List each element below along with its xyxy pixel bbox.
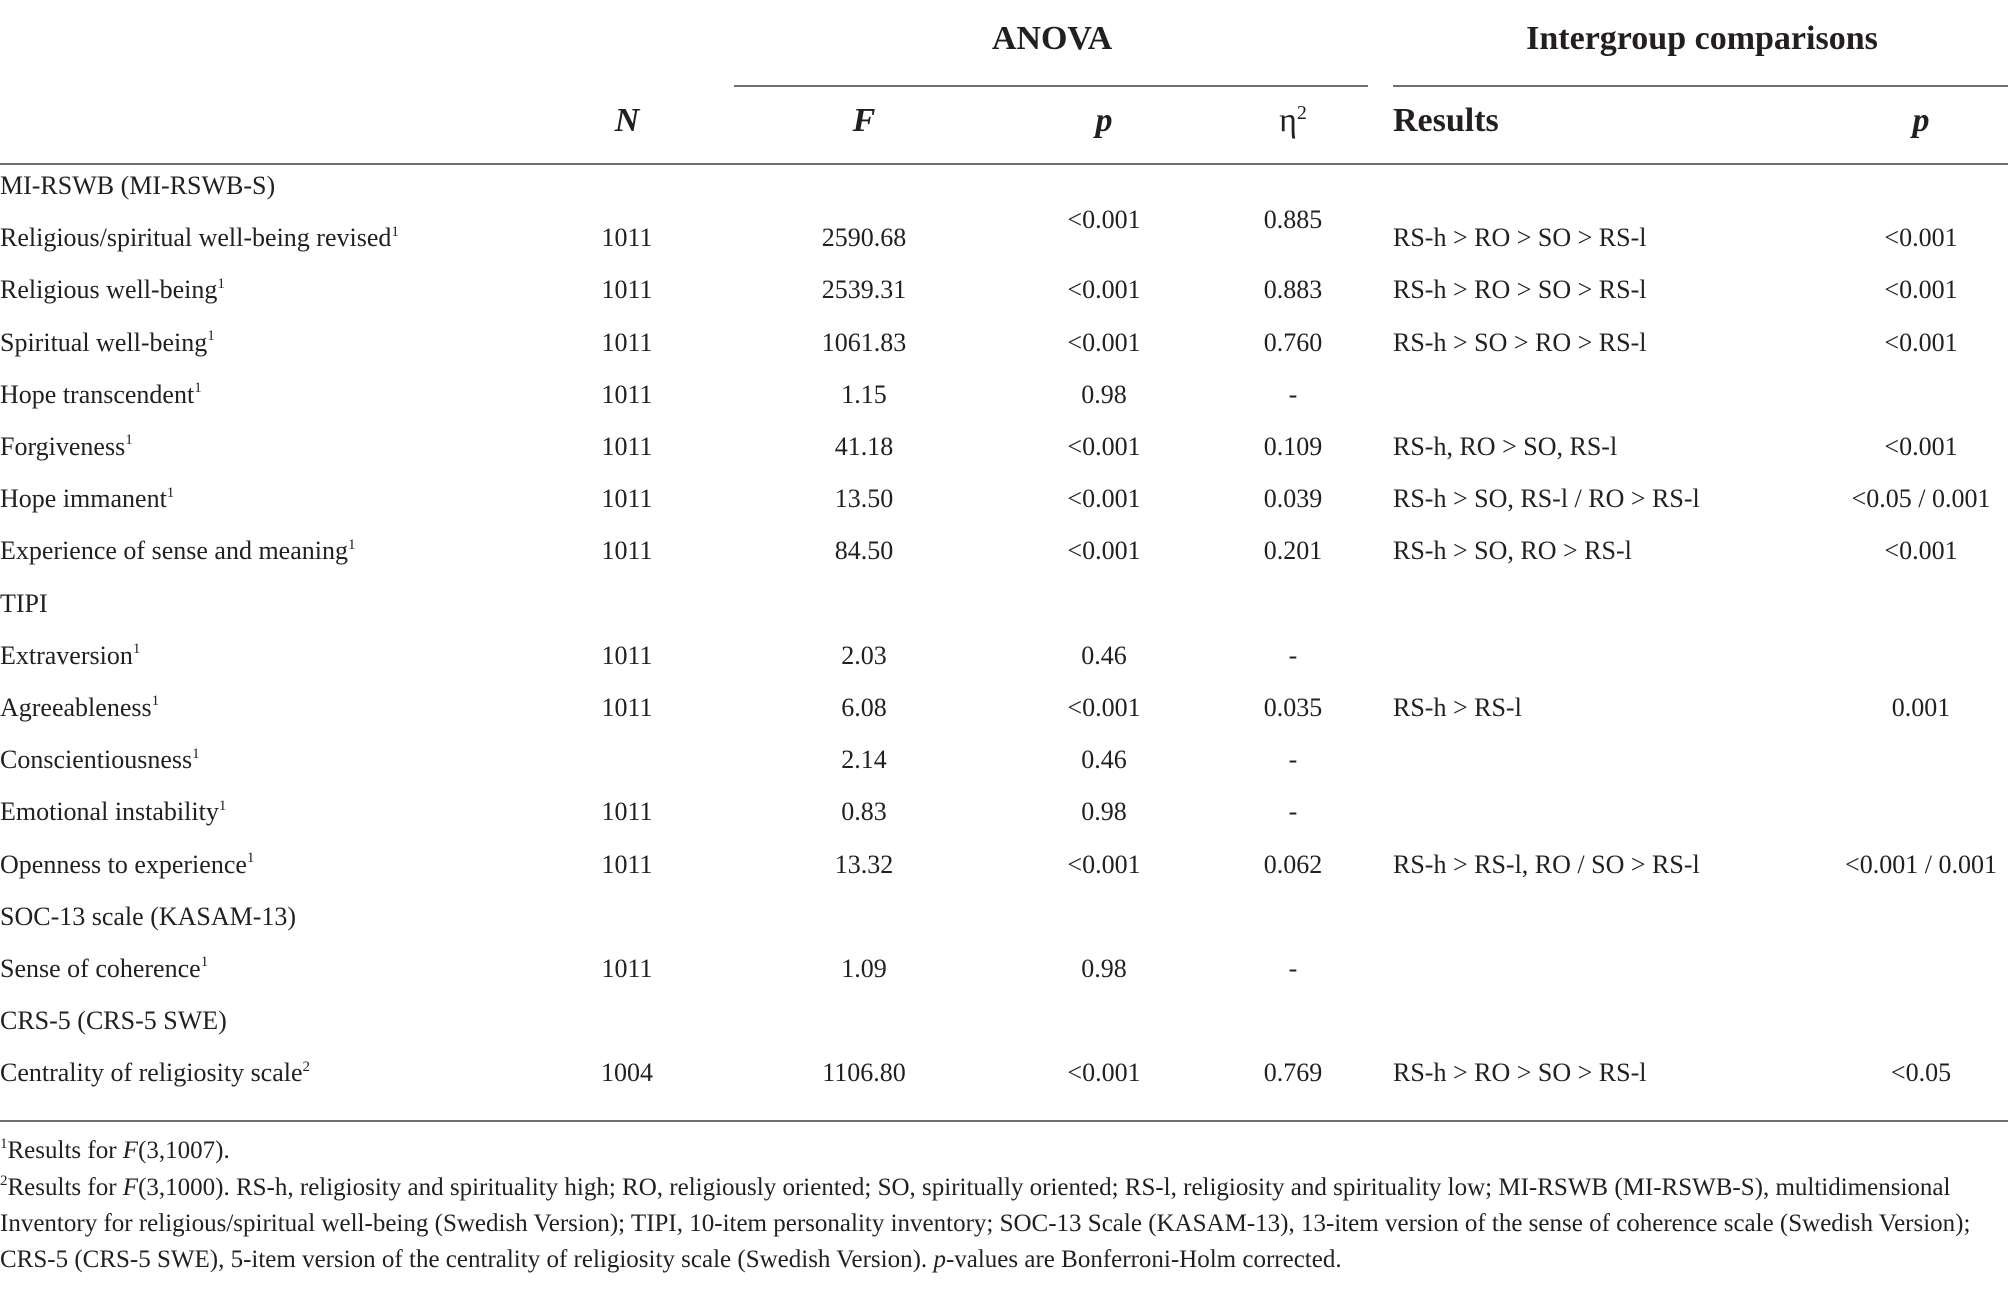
cell-f: 13.32	[834, 849, 894, 879]
footnote-2: $^2$Results for F(3,1000). RS-h, religiosity and spirituality high; RO, religiously oriented; SO, spiritually oriented; RS-l, religiosity and spirituality low; MI-RSWB (MI-RSWB-S), multidimensional Inventory for religious/spiritual well-being (Swedish Version); TIPI, 10-item personality inventory; SOC-13 Scale (KASAM-13), 13-item version of the sense of coherence scale (Swedish Version); CRS-5 (CRS-5 SWE), 5-item version of the centrality of religiosity scale (Swedish Version). p-values are Bonferroni-Holm corrected.	[0, 1172, 1971, 1273]
cell-f: 13.50	[834, 484, 894, 514]
row-label: Religious/spiritual well-being revised$^1$	[0, 223, 399, 253]
cell-p: 0.46	[1081, 745, 1127, 775]
col-header-f: F	[852, 102, 876, 139]
cell-n: 1011	[601, 640, 653, 670]
col-header-p2: p	[1912, 102, 1930, 139]
cell-eta: -	[1288, 640, 1298, 670]
col-header-n: N	[614, 102, 640, 139]
row-label: Agreeableness$^1$	[0, 693, 160, 722]
cell-p: <0.001	[1067, 849, 1141, 879]
cell-eta: -	[1288, 954, 1298, 983]
row-label: Openness to experience$^1$	[0, 849, 255, 879]
cell-results: RS-h, RO > SO, RS-l	[1393, 432, 1618, 461]
cell-p: <0.001	[1067, 693, 1141, 722]
cell-eta: -	[1288, 797, 1298, 827]
cell-eta: 0.039	[1263, 484, 1323, 514]
cell-p2: <0.001	[1884, 327, 1958, 357]
cell-f: 1061.83	[821, 327, 907, 357]
cell-f: 2539.31	[821, 275, 907, 305]
cell-f: 84.50	[834, 536, 894, 566]
cell-p: 0.98	[1081, 797, 1127, 827]
cell-p: <0.001	[1067, 484, 1141, 514]
cell-n: 1011	[601, 379, 653, 409]
intergroup-underline	[1393, 85, 2008, 87]
row-label: Religious well-being$^1$	[0, 275, 225, 305]
cell-eta: -	[1288, 379, 1298, 409]
cell-eta: 0.883	[1263, 275, 1323, 305]
intergroup-group-header: Intergroup comparisons	[1526, 20, 1878, 57]
cell-n: 1004	[601, 1058, 653, 1088]
cell-n: 1011	[601, 954, 653, 983]
cell-p2: <0.05 / 0.001	[1851, 484, 1991, 514]
cell-p: <0.001	[1067, 205, 1141, 235]
cell-n: 1011	[601, 849, 653, 879]
cell-eta: 0.109	[1263, 432, 1323, 461]
cell-p: <0.001	[1067, 275, 1141, 305]
cell-eta: 0.062	[1263, 849, 1323, 879]
cell-p: 0.46	[1081, 640, 1127, 670]
cell-f: 0.83	[841, 797, 887, 827]
cell-p2: <0.001	[1884, 432, 1958, 461]
cell-n: 1011	[601, 484, 653, 514]
cell-n: 1011	[601, 223, 653, 253]
header-bottom-rule	[0, 163, 2008, 165]
section-label: CRS-5 (CRS-5 SWE)	[0, 1006, 227, 1036]
row-label: Spiritual well-being$^1$	[0, 327, 215, 357]
cell-results: RS-h > SO, RO > RS-l	[1393, 536, 1632, 566]
section-label: MI-RSWB (MI-RSWB-S)	[0, 171, 276, 200]
cell-n: 1011	[601, 536, 653, 566]
row-label: Forgiveness$^1$	[0, 432, 133, 461]
cell-results: RS-h > RS-l	[1393, 693, 1522, 722]
cell-n: 1011	[601, 327, 653, 357]
cell-results: RS-h > SO, RS-l / RO > RS-l	[1393, 484, 1700, 514]
cell-f: 1.15	[841, 379, 887, 409]
cell-p2: <0.001	[1884, 223, 1958, 253]
cell-p: <0.001	[1067, 536, 1141, 566]
row-label: Extraversion$^1$	[0, 640, 141, 670]
cell-f: 1.09	[841, 954, 887, 983]
col-header-results: Results	[1393, 102, 1499, 139]
cell-eta: 0.201	[1263, 536, 1323, 566]
row-label: Hope immanent$^1$	[0, 484, 175, 514]
cell-results: RS-h > RS-l, RO / SO > RS-l	[1393, 849, 1700, 879]
cell-n: 1011	[601, 275, 653, 305]
cell-n: 1011	[601, 797, 653, 827]
col-header-eta: $\eta^2$	[1279, 102, 1307, 140]
section-label: TIPI	[0, 588, 48, 618]
cell-p2: <0.001 / 0.001	[1845, 849, 1997, 879]
cell-p: <0.001	[1067, 432, 1141, 461]
cell-p2: <0.001	[1884, 536, 1958, 566]
cell-eta: 0.769	[1263, 1058, 1323, 1088]
cell-f: 1106.80	[822, 1058, 906, 1088]
cell-p: 0.98	[1081, 954, 1127, 983]
row-label: Experience of sense and meaning$^1$	[0, 536, 356, 566]
row-label: Centrality of religiosity scale$^2$	[0, 1058, 311, 1088]
col-header-p: p	[1095, 102, 1113, 139]
row-label: Hope transcendent$^1$	[0, 379, 202, 409]
cell-results: RS-h > RO > SO > RS-l	[1393, 1058, 1647, 1088]
cell-p: <0.001	[1067, 327, 1141, 357]
cell-eta: 0.885	[1263, 205, 1323, 235]
footnote-1: $^1$Results for F(3,1007).	[0, 1135, 230, 1164]
cell-p2: 0.001	[1891, 693, 1951, 722]
row-label: Emotional instability$^1$	[0, 797, 227, 827]
cell-results: RS-h > SO > RO > RS-l	[1393, 327, 1647, 357]
row-label: Conscientiousness$^1$	[0, 745, 200, 775]
cell-n: 1011	[601, 432, 653, 461]
anova-underline	[734, 85, 1368, 87]
cell-f: 2590.68	[821, 223, 907, 253]
cell-p2: <0.05	[1890, 1058, 1952, 1088]
cell-results: RS-h > RO > SO > RS-l	[1393, 275, 1647, 305]
cell-p: 0.98	[1081, 379, 1127, 409]
cell-n: 1011	[601, 693, 653, 722]
cell-results: RS-h > RO > SO > RS-l	[1393, 223, 1647, 253]
cell-f: 6.08	[841, 693, 887, 722]
cell-f: 2.14	[841, 745, 887, 775]
table-bottom-rule	[0, 1120, 2008, 1122]
section-label: SOC-13 scale (KASAM-13)	[0, 901, 297, 931]
cell-p2: <0.001	[1884, 275, 1958, 305]
cell-eta: 0.035	[1263, 693, 1323, 722]
cell-p: <0.001	[1067, 1058, 1141, 1088]
row-label: Sense of coherence$^1$	[0, 954, 209, 983]
cell-f: 41.18	[834, 432, 894, 461]
cell-eta: 0.760	[1263, 327, 1323, 357]
anova-group-header: ANOVA	[991, 20, 1113, 57]
cell-eta: -	[1288, 745, 1298, 775]
cell-f: 2.03	[841, 640, 887, 670]
